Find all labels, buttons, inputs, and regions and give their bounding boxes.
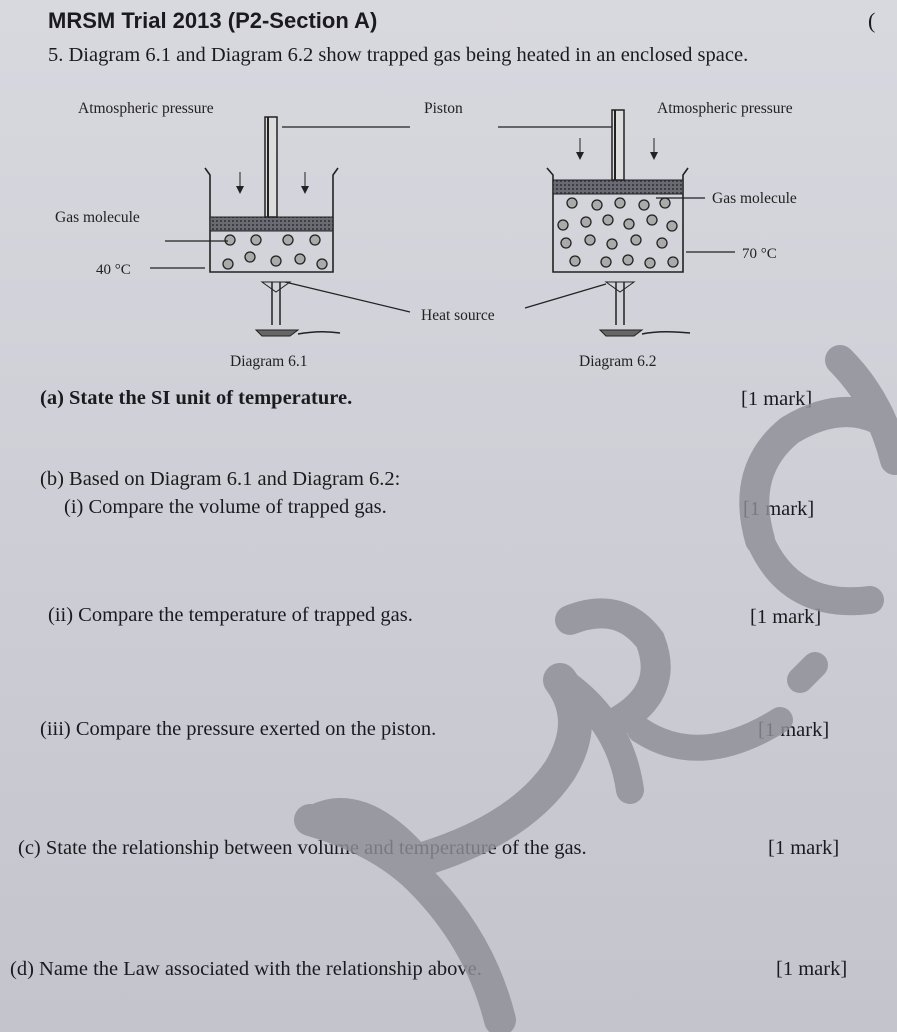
question-b-i: (i) Compare the volume of trapped gas.: [64, 496, 387, 518]
caption-diagram-6-1: Diagram 6.1: [230, 353, 308, 370]
mark-b-ii: [1 mark]: [750, 606, 822, 628]
mark-d: [1 mark]: [776, 958, 848, 980]
exam-header: MRSM Trial 2013 (P2-Section A): [48, 8, 378, 33]
label-piston: Piston: [424, 100, 463, 117]
question-d: (d) Name the Law associated with the relationship above.: [10, 958, 482, 980]
mark-b-i: [1 mark]: [743, 498, 815, 520]
question-a: (a) State the SI unit of temperature.: [40, 387, 353, 409]
header-paren: (: [868, 8, 876, 33]
question-intro: 5. Diagram 6.1 and Diagram 6.2 show trapped gas being heated in an enclosed space.: [48, 44, 749, 66]
question-c: (c) State the relationship between volume and temperature of the gas.: [18, 837, 587, 859]
question-b-iii: (iii) Compare the pressure exerted on the piston.: [40, 718, 437, 740]
label-temp-left: 40 °C: [96, 262, 131, 278]
label-temp-right: 70 °C: [742, 246, 777, 262]
question-b-ii: (ii) Compare the temperature of trapped gas.: [48, 604, 413, 626]
caption-diagram-6-2: Diagram 6.2: [579, 353, 657, 370]
question-b: (b) Based on Diagram 6.1 and Diagram 6.2:: [40, 468, 401, 490]
mark-a: [1 mark]: [741, 388, 813, 410]
label-gas-right: Gas molecule: [712, 190, 797, 207]
label-atm-left: Atmospheric pressure: [78, 100, 214, 117]
mark-b-iii: [1 mark]: [758, 719, 830, 741]
label-atm-right: Atmospheric pressure: [657, 100, 793, 117]
label-heat-source: Heat source: [421, 307, 495, 324]
mark-c: [1 mark]: [768, 837, 840, 859]
label-gas-left: Gas molecule: [55, 209, 140, 226]
